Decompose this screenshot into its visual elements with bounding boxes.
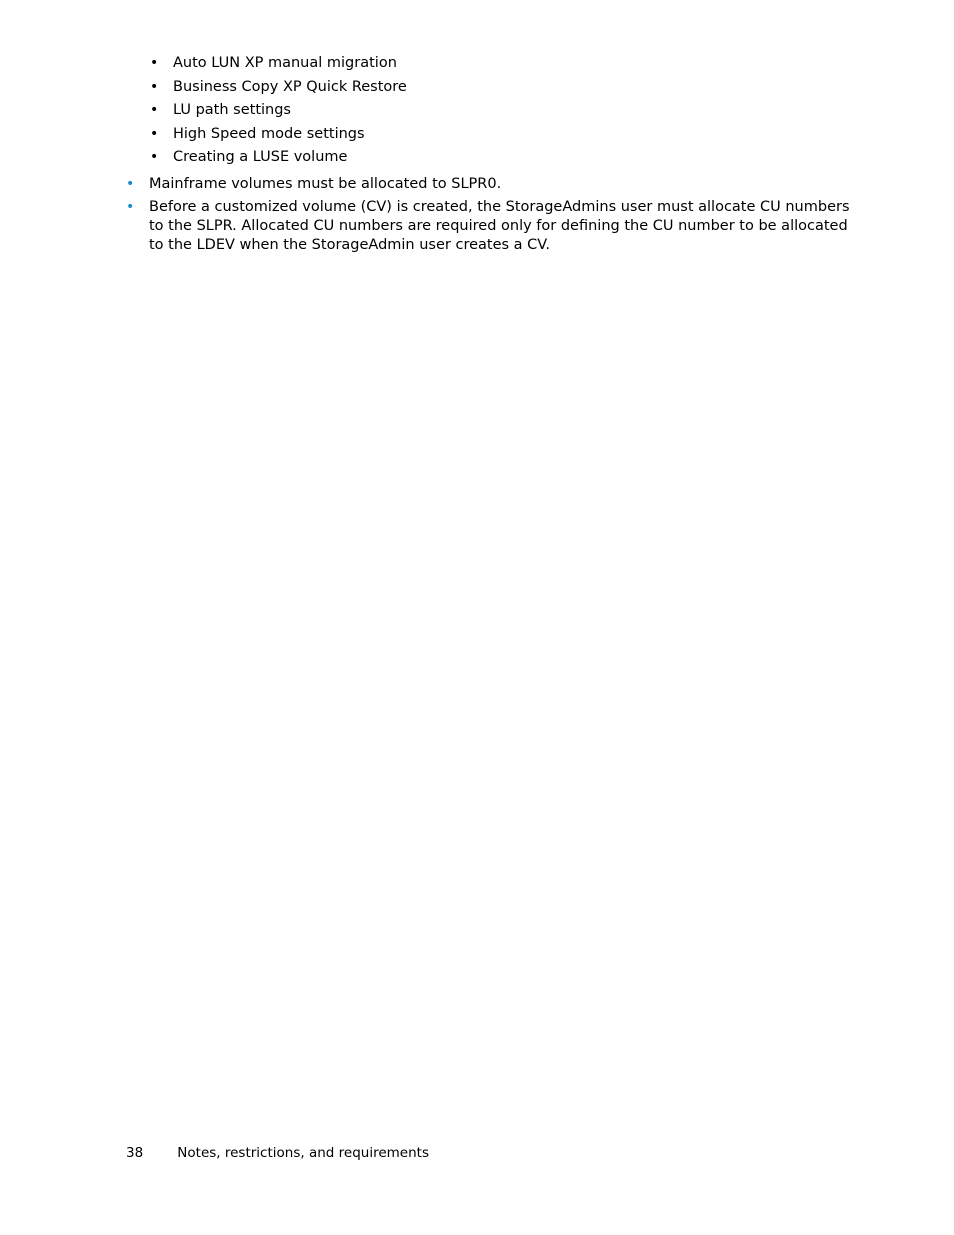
list-item xyxy=(150,53,407,77)
bullet-icon: • xyxy=(150,125,159,142)
text-line: to the LDEV when the StorageAdmin user creates a CV. xyxy=(149,237,550,253)
page-footer xyxy=(126,1144,429,1162)
text-line: to the SLPR. Allocated CU numbers are required only for defining the CU number to be allocated xyxy=(149,218,848,234)
list-item-text: Auto LUN XP manual migration xyxy=(173,55,397,71)
list-item-text xyxy=(149,198,850,255)
list-item xyxy=(150,147,407,171)
text-line: Before a customized volume (CV) is created, the StorageAdmins user must allocate CU numbers xyxy=(149,199,850,215)
page-number: 38 xyxy=(126,1145,144,1161)
list-item xyxy=(150,77,407,101)
nested-bullet-list xyxy=(150,53,407,171)
list-item-text xyxy=(149,175,816,194)
list-item-text: Creating a LUSE volume xyxy=(173,149,348,165)
accent-bullet-icon: • xyxy=(126,176,135,192)
bullet-icon: • xyxy=(150,149,159,165)
list-item-text: Business Copy XP Quick Restore xyxy=(173,78,407,95)
text-line: Mainframe volumes must be allocated to SLPR0. xyxy=(149,176,502,192)
list-item xyxy=(150,124,407,148)
accent-bullet-icon: • xyxy=(126,199,135,215)
list-item xyxy=(126,175,816,194)
list-item xyxy=(150,100,407,124)
bullet-icon: • xyxy=(150,55,159,71)
list-item xyxy=(126,198,850,255)
list-item-text: High Speed mode settings xyxy=(173,125,365,142)
main-bullet-list xyxy=(126,175,850,259)
bullet-icon: • xyxy=(150,102,159,118)
bullet-icon: • xyxy=(150,78,159,95)
section-title: Notes, restrictions, and requirements xyxy=(177,1145,429,1161)
list-item-text: LU path settings xyxy=(173,102,291,118)
